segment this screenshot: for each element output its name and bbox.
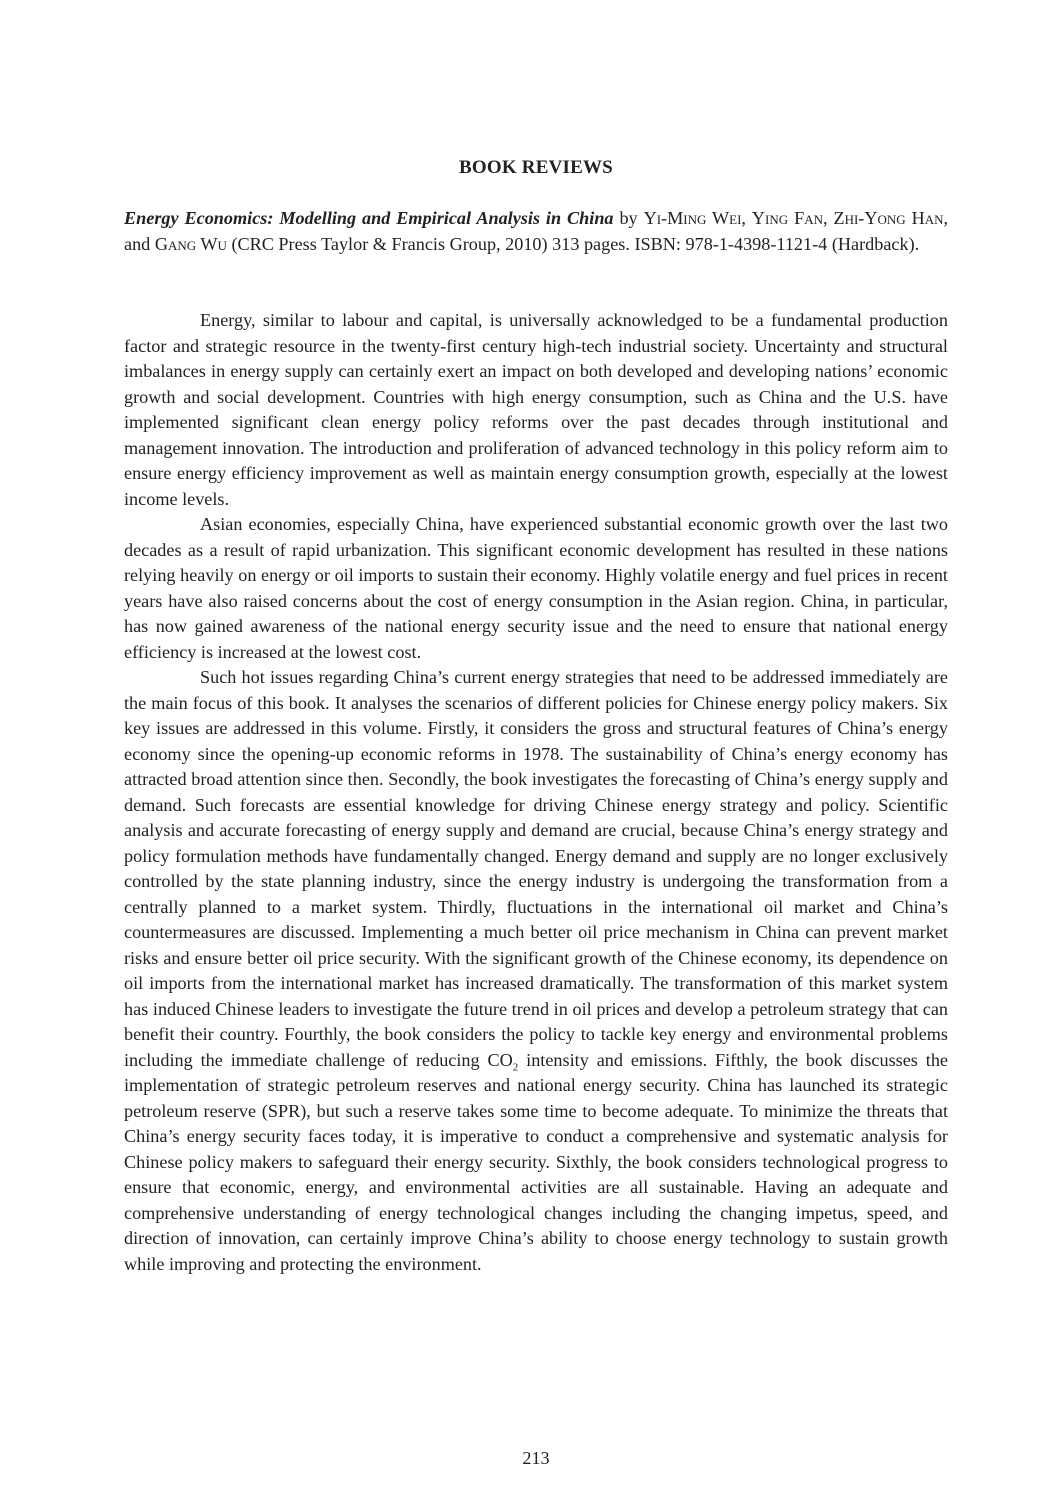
paragraph-text: Such hot issues regarding China’s current energy strategies that need to be addressed immediately are the main focus of this book. It analyses the scenarios of different policies for Chinese energy policy makers. Six key issues are addressed in this volume. Firstly, it considers the gross and structural features of China’s energy economy since the opening-up economic reforms in 1978. The sustainability of China’s energy economy has attracted broad attention since then. Secondly, the book investigates the forecasting of China’s energy supply and demand. Such forecasts are essential knowledge for driving Chinese energy strategy and policy. Scientific analysis and accurate forecasting of energy supply and demand are crucial, because China’s energy strategy and policy formulation methods have fundamentally changed. Energy demand and supply are no longer exclusively controlled by the state planning industry, since the energy industry is undergoing the transformation from a centrally planned to a market system. Thirdly, fluctuations in the international oil market and China’s countermeasures are discussed. Implementing a much better oil price mechanism in China can prevent market risks and ensure better oil price security. With the significant growth of the Chinese economy, its dependence on oil imports from the international market has increased dramatically. The transformation of this market system has induced Chinese leaders to investigate the future trend in oil prices and develop a petroleum strategy that can benefit their country. Fourthly, the book considers the policy to tackle key energy and environmental problems including the immediate challenge of reducing CO — [124, 667, 948, 1070]
author-name: Yi-Ming Wei — [643, 208, 742, 228]
publication-details: (CRC Press Taylor & Francis Group, 2010) 313 pages. ISBN: 978-1-4398-1121-4 (Hardback). — [226, 233, 920, 254]
citation-by: by — [613, 208, 644, 228]
document-page — [124, 0, 948, 1500]
review-body — [124, 308, 948, 1277]
body-paragraph: Asian economies, especially China, have experienced substantial economic growth over the last two decades as a result of rapid urbanization. This significant economic development has resulted in these nations relying heavily on energy or oil imports to sustain their economy. Highly volatile energy and fuel prices in recent years have also raised concerns about the cost of energy consumption in the Asian region. China, in particular, has now gained awareness of the national energy security issue and the need to ensure that national energy efficiency is increased at the lowest cost. — [124, 514, 948, 662]
author-name: Ying Fan — [751, 208, 823, 228]
body-paragraph: Energy, similar to labour and capital, is universally acknowledged to be a fundamental production factor and strategic resource in the twenty-first century high-tech industrial society. Uncertainty and structural imbalances in energy supply can certainly exert an impact on both developed and developing nations’ economic growth and social development. Countries with high energy consumption, such as China and the U.S. have implemented significant clean energy policy reforms over the past decades through institutional and management innovation. The introduction and proliferation of advanced technology in this policy reform aim to ensure energy efficiency improvement as well as maintain energy consumption growth, especially at the lowest income levels. — [124, 310, 948, 509]
author-separator: , — [741, 208, 752, 228]
author-name: Zhi-Yong Han — [833, 208, 944, 228]
book-citation — [124, 206, 948, 257]
paragraph-text: intensity and emissions. Fifthly, the book discusses the implementation of strategic petroleum reserves and national energy security. China has launched its strategic petroleum reserve (SPR), but such a reserve takes some time to become adequate. To minimize the threats that China’s energy security faces today, it is imperative to conduct a comprehensive and systematic analysis for Chinese policy makers to safeguard their energy security. Sixthly, the book considers technological progress to ensure that economic, energy, and environmental activities are all sustainable. Having an adequate and comprehensive understanding of energy technological changes including the changing impetus, speed, and direction of innovation, can certainly improve China’s ability to choose energy technology to sustain growth while improving and protecting the environment. — [124, 1049, 948, 1274]
author-name: Gang Wu — [154, 233, 227, 254]
section-heading: BOOK REVIEWS — [459, 157, 613, 178]
author-separator: , and — [124, 208, 949, 254]
subscript: 2 — [512, 1061, 519, 1074]
page-number: 213 — [522, 1448, 550, 1468]
book-title: Energy Economics: Modelling and Empirical Analysis in China — [124, 208, 614, 228]
body-paragraph — [124, 665, 948, 1277]
author-separator: , — [822, 208, 834, 228]
